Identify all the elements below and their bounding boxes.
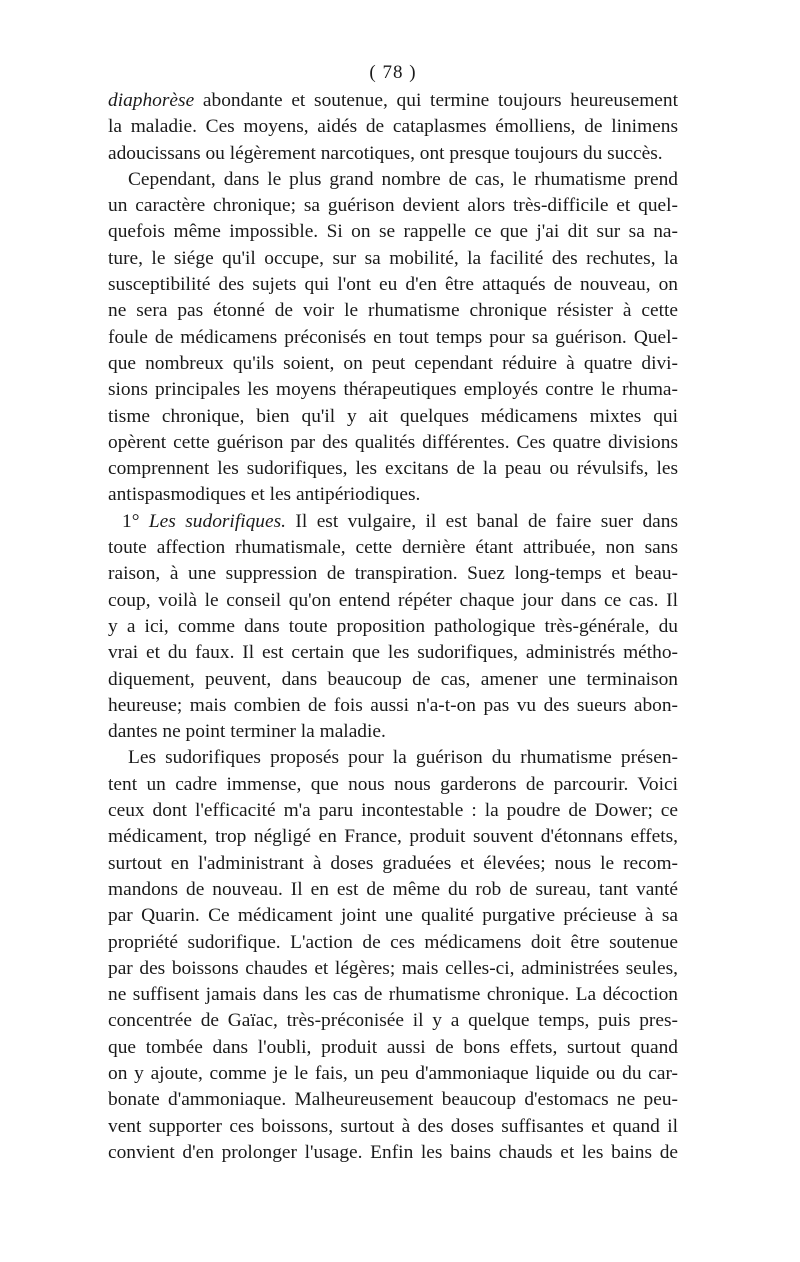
line-text: abondante et soutenue, qui termine toujours heureusement (194, 90, 678, 111)
text-line: tisme chronique, bien qu'il y ait quelques médicamens mixtes qui (108, 405, 678, 427)
text-line (108, 509, 678, 535)
text-line: opèrent cette guérison par des qualités différentes. Ces quatre divisions (108, 431, 678, 453)
text-line: la maladie. Ces moyens, aidés de cataplasmes émolliens, de linimens (108, 116, 678, 138)
section-number: 1° (122, 510, 149, 532)
text-line: comprennent les sudorifiques, les excitans de la peau ou révulsifs, les (108, 458, 678, 480)
text-line: Cependant, dans le plus grand nombre de cas, le rhumatisme prend (128, 168, 678, 190)
text-line: ne sera pas étonné de voir le rhumatisme chronique résister à cette (108, 300, 678, 322)
page-number: ( 78 ) (369, 62, 417, 83)
text-line: que tombée dans l'oubli, produit aussi de bons effets, surtout quand (108, 1036, 678, 1058)
text-line: vrai et du faux. Il est certain que les sudorifiques, administrés métho- (108, 642, 678, 664)
text-line: dantes ne point terminer la maladie. (108, 721, 386, 743)
book-page (108, 58, 678, 1166)
line-text: Il est vulgaire, il est banal de faire suer dans (286, 510, 679, 532)
text-line: sions principales les moyens thérapeutiques employés contre le rhuma- (108, 379, 678, 401)
text-line: propriété sudorifique. L'action de ces médicamens doit être soutenue (108, 931, 678, 953)
text-line: ne suffisent jamais dans les cas de rhumatisme chronique. La décoction (108, 984, 678, 1006)
section-heading: Les sudorifiques. (148, 510, 286, 532)
text-line: antispasmodiques et les antipériodiques. (108, 484, 421, 506)
text-line: un caractère chronique; sa guérison devient alors très-difficile et quel- (108, 195, 678, 217)
text-line: que nombreux qu'ils soient, on peut cependant réduire à quatre divi- (108, 352, 678, 374)
text-line: tent un cadre immense, que nous nous garderons de parcourir. Voici (108, 773, 678, 795)
text-line: par Quarin. Ce médicament joint une qualité purgative précieuse à sa (108, 905, 678, 927)
text-line: ceux dont l'efficacité m'a paru incontestable : la poudre de Dower; ce (108, 800, 678, 822)
text-line: par des boissons chaudes et légères; mais celles-ci, administrées seules, (108, 957, 678, 979)
text-line (108, 88, 678, 114)
italic-word: diaphorèse (108, 90, 195, 111)
text-line: heureuse; mais combien de fois aussi n'a-t-on pas vu des sueurs abon- (108, 694, 678, 716)
text-line: ture, le siége qu'il occupe, sur sa mobilité, la facilité des rechutes, la (108, 247, 678, 269)
text-line: foule de médicamens préconisés en tout temps pour sa guérison. Quel- (108, 326, 678, 348)
text-body (108, 88, 678, 1166)
text-line: surtout en l'administrant à doses graduées et élevées; nous le recom- (108, 852, 678, 874)
text-line: mandons de nouveau. Il en est de même du rob de sureau, tant vanté (108, 878, 678, 900)
text-line: toute affection rhumatismale, cette dernière étant attribuée, non sans (108, 537, 678, 559)
text-line: adoucissans ou légèrement narcotiques, ont presque toujours du succès. (108, 142, 663, 164)
text-line: convient d'en prolonger l'usage. Enfin les bains chauds et les bains de (108, 1141, 678, 1163)
text-line: diquement, peuvent, dans beaucoup de cas, amener une terminaison (108, 668, 678, 690)
text-line: raison, à une suppression de transpiration. Suez long-temps et beau- (108, 563, 678, 585)
text-line: concentrée de Gaïac, très-préconisée il y a quelque temps, puis pres- (108, 1010, 678, 1032)
text-line: vent supporter ces boissons, surtout à des doses suffisantes et quand il (108, 1115, 678, 1137)
text-line: bonate d'ammoniaque. Malheureusement beaucoup d'estomacs ne peu- (108, 1089, 678, 1111)
text-line: susceptibilité des sujets qui l'ont eu d'en être attaqués de nouveau, on (108, 274, 678, 296)
text-line: coup, voilà le conseil qu'on entend répéter chaque jour dans ce cas. Il (108, 589, 678, 611)
text-line: Les sudorifiques proposés pour la guérison du rhumatisme présen- (128, 747, 678, 769)
text-line: quefois même impossible. Si on se rappelle ce que j'ai dit sur sa na- (108, 221, 678, 243)
text-line: y a ici, comme dans toute proposition pathologique très-générale, du (108, 615, 678, 637)
text-line: médicament, trop négligé en France, produit souvent d'étonnans effets, (108, 826, 678, 848)
text-line: on y ajoute, comme je le fais, un peu d'ammoniaque liquide ou du car- (108, 1062, 678, 1084)
